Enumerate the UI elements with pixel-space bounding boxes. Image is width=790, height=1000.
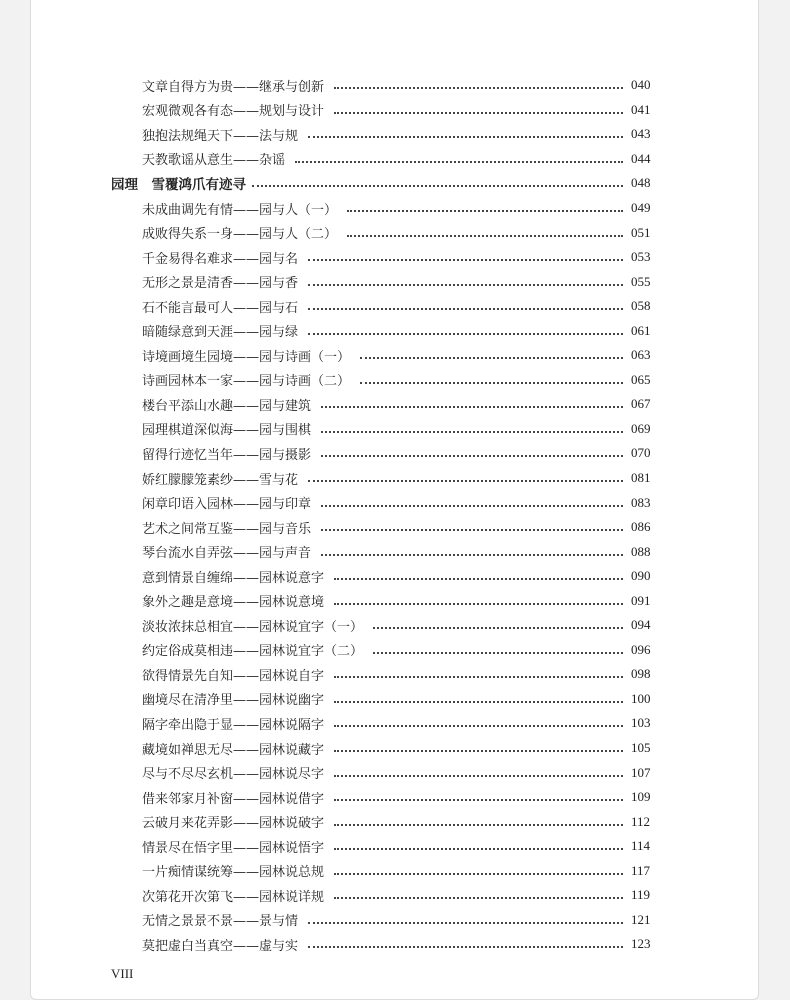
toc-page-number: 043 bbox=[631, 126, 651, 142]
toc-page-number: 098 bbox=[631, 666, 651, 682]
toc-entry[interactable] bbox=[31, 736, 760, 761]
toc-entry[interactable] bbox=[31, 318, 760, 343]
dot-leader bbox=[334, 750, 623, 752]
dot-leader bbox=[308, 946, 623, 948]
toc-entry[interactable] bbox=[31, 638, 760, 663]
toc-entry[interactable] bbox=[31, 417, 760, 442]
dot-leader bbox=[334, 112, 623, 114]
dot-leader bbox=[360, 382, 623, 384]
toc-entry-title: 隔字牵出隐于显——园林说隔字 bbox=[142, 717, 325, 733]
dot-leader bbox=[334, 87, 623, 89]
table-of-contents bbox=[31, 73, 760, 957]
toc-page-number: 119 bbox=[631, 887, 651, 903]
toc-entry-title: 无情之景景不景——景与情 bbox=[142, 914, 299, 930]
toc-entry-title: 宏观微观各有态——规划与设计 bbox=[142, 104, 325, 120]
toc-entry-title: 千金易得名难求——园与名 bbox=[142, 251, 299, 267]
toc-entry-title: 园理 雪覆鸿爪有迹寻 bbox=[111, 177, 246, 194]
dot-leader bbox=[373, 652, 623, 654]
dot-leader bbox=[334, 775, 623, 777]
toc-entry-title: 琴台流水自弄弦——园与声音 bbox=[142, 546, 312, 562]
toc-entry-title: 尽与不尽尽玄机——园林说尽字 bbox=[142, 767, 325, 783]
document-page bbox=[30, 0, 759, 1000]
dot-leader bbox=[334, 603, 623, 605]
dot-leader bbox=[334, 799, 623, 801]
toc-entry[interactable] bbox=[31, 613, 760, 638]
toc-entry[interactable] bbox=[31, 122, 760, 147]
toc-entry-title: 象外之趣是意境——园林说意境 bbox=[142, 595, 325, 611]
toc-entry[interactable] bbox=[31, 834, 760, 859]
toc-page-number: 053 bbox=[631, 249, 651, 265]
toc-entry[interactable] bbox=[31, 564, 760, 589]
toc-entry[interactable] bbox=[31, 662, 760, 687]
toc-entry-title: 借来邻家月补窗——园林说借字 bbox=[142, 791, 325, 807]
toc-page-number: 040 bbox=[631, 77, 651, 93]
dot-leader bbox=[334, 676, 623, 678]
toc-entry-title: 意到情景自缠绵——园林说意字 bbox=[142, 570, 325, 586]
toc-entry[interactable] bbox=[31, 932, 760, 957]
toc-entry[interactable] bbox=[31, 466, 760, 491]
dot-leader bbox=[308, 333, 623, 335]
toc-entry-title: 淡妆浓抹总相宜——园林说宜字（一） bbox=[142, 619, 364, 635]
dot-leader bbox=[308, 284, 623, 286]
dot-leader bbox=[334, 578, 623, 580]
toc-entry-title: 莫把虚白当真空——虚与实 bbox=[142, 938, 299, 954]
toc-page-number: 044 bbox=[631, 150, 651, 166]
dot-leader bbox=[252, 185, 623, 187]
toc-entry-title: 独抱法规绳天下——法与规 bbox=[142, 128, 299, 144]
toc-page-number: 114 bbox=[631, 838, 651, 854]
toc-entry[interactable] bbox=[31, 711, 760, 736]
dot-leader bbox=[360, 357, 623, 359]
toc-section-heading[interactable] bbox=[31, 171, 760, 196]
toc-page-number: 109 bbox=[631, 789, 651, 805]
dot-leader bbox=[308, 308, 623, 310]
dot-leader bbox=[295, 161, 623, 163]
dot-leader bbox=[334, 701, 623, 703]
toc-page-number: 117 bbox=[631, 862, 651, 878]
toc-entry[interactable] bbox=[31, 490, 760, 515]
toc-page-number: 100 bbox=[631, 690, 651, 706]
toc-page-number: 051 bbox=[631, 224, 651, 240]
toc-entry-title: 情景尽在悟字里——园林说悟字 bbox=[142, 840, 325, 856]
toc-entry-title: 天教歌谣从意生——杂谣 bbox=[142, 153, 286, 169]
toc-entry[interactable] bbox=[31, 760, 760, 785]
toc-entry-title: 诗画园林本一家——园与诗画（二） bbox=[142, 374, 351, 390]
toc-entry-title: 次第花开次第飞——园林说详规 bbox=[142, 889, 325, 905]
toc-entry[interactable] bbox=[31, 392, 760, 417]
toc-entry-title: 楼台平添山水趣——园与建筑 bbox=[142, 398, 312, 414]
toc-page-number: 055 bbox=[631, 273, 651, 289]
toc-page-number: 086 bbox=[631, 519, 651, 535]
toc-page-number: 103 bbox=[631, 715, 651, 731]
toc-page-number: 091 bbox=[631, 592, 651, 608]
toc-entry-title: 园理棋道深似海——园与围棋 bbox=[142, 423, 312, 439]
toc-page-number: 041 bbox=[631, 101, 651, 117]
toc-entry-title: 云破月来花弄影——园林说破字 bbox=[142, 816, 325, 832]
dot-leader bbox=[321, 455, 623, 457]
toc-entry[interactable] bbox=[31, 883, 760, 908]
toc-page-number: 105 bbox=[631, 740, 651, 756]
toc-entry[interactable] bbox=[31, 588, 760, 613]
toc-page-number: 107 bbox=[631, 764, 651, 780]
toc-entry-title: 欲得情景先自知——园林说自字 bbox=[142, 668, 325, 684]
dot-leader bbox=[308, 259, 623, 261]
dot-leader bbox=[308, 922, 623, 924]
toc-entry-title: 幽境尽在清净里——园林说幽字 bbox=[142, 693, 325, 709]
toc-entry[interactable] bbox=[31, 539, 760, 564]
toc-entry-title: 未成曲调先有情——园与人（一） bbox=[142, 202, 338, 218]
toc-entry-title: 一片痴情谋统筹——园林说总规 bbox=[142, 865, 325, 881]
toc-entry[interactable] bbox=[31, 809, 760, 834]
dot-leader bbox=[321, 431, 623, 433]
toc-page-number: 083 bbox=[631, 494, 651, 510]
toc-page-number: 070 bbox=[631, 445, 651, 461]
dot-leader bbox=[308, 136, 623, 138]
toc-page-number: 058 bbox=[631, 298, 651, 314]
toc-entry-title: 文章自得方为贵——继承与创新 bbox=[142, 79, 325, 95]
toc-entry-title: 艺术之间常互鉴——园与音乐 bbox=[142, 521, 312, 537]
toc-entry-title: 暗随绿意到天涯——园与绿 bbox=[142, 325, 299, 341]
toc-entry[interactable] bbox=[31, 859, 760, 884]
toc-entry[interactable] bbox=[31, 73, 760, 98]
toc-page-number: 112 bbox=[631, 813, 651, 829]
dot-leader bbox=[373, 627, 623, 629]
toc-entry-title: 留得行迹忆当年——园与摄影 bbox=[142, 447, 312, 463]
toc-page-number: 063 bbox=[631, 347, 651, 363]
toc-entry-title: 约定俗成莫相违——园林说宜字（二） bbox=[142, 644, 364, 660]
toc-entry-title: 娇红朦朦笼素纱——雪与花 bbox=[142, 472, 299, 488]
toc-entry[interactable] bbox=[31, 98, 760, 123]
toc-entry-title: 闲章印语入园林——园与印章 bbox=[142, 497, 312, 513]
page-folio: VIII bbox=[111, 966, 134, 981]
toc-entry-title: 成败得失系一身——园与人（二） bbox=[142, 227, 338, 243]
toc-page-number: 090 bbox=[631, 568, 651, 584]
dot-leader bbox=[321, 554, 623, 556]
toc-page-number: 067 bbox=[631, 396, 651, 412]
dot-leader bbox=[334, 873, 623, 875]
dot-leader bbox=[347, 210, 623, 212]
toc-entry[interactable] bbox=[31, 343, 760, 368]
toc-entry[interactable] bbox=[31, 294, 760, 319]
dot-leader bbox=[334, 848, 623, 850]
toc-page-number: 081 bbox=[631, 470, 651, 486]
toc-page-number: 069 bbox=[631, 420, 651, 436]
toc-entry[interactable] bbox=[31, 196, 760, 221]
toc-entry-title: 石不能言最可人——园与石 bbox=[142, 300, 299, 316]
toc-page-number: 061 bbox=[631, 322, 651, 338]
toc-entry[interactable] bbox=[31, 515, 760, 540]
dot-leader bbox=[321, 406, 623, 408]
dot-leader bbox=[308, 480, 623, 482]
toc-entry[interactable] bbox=[31, 908, 760, 933]
toc-page-number: 096 bbox=[631, 641, 651, 657]
toc-page-number: 121 bbox=[631, 911, 651, 927]
toc-entry[interactable] bbox=[31, 441, 760, 466]
toc-entry[interactable] bbox=[31, 147, 760, 172]
toc-page-number: 123 bbox=[631, 936, 651, 952]
toc-entry[interactable] bbox=[31, 269, 760, 294]
toc-entry[interactable] bbox=[31, 368, 760, 393]
toc-entry[interactable] bbox=[31, 687, 760, 712]
dot-leader bbox=[334, 897, 623, 899]
toc-entry-title: 无形之景是清香——园与香 bbox=[142, 276, 299, 292]
toc-entry[interactable] bbox=[31, 220, 760, 245]
toc-entry-title: 诗境画境生园境——园与诗画（一） bbox=[142, 349, 351, 365]
dot-leader bbox=[347, 235, 623, 237]
dot-leader bbox=[321, 505, 623, 507]
toc-page-number: 048 bbox=[631, 175, 651, 191]
toc-entry-title: 藏境如禅思无尽——园林说藏字 bbox=[142, 742, 325, 758]
dot-leader bbox=[334, 725, 623, 727]
toc-entry[interactable] bbox=[31, 785, 760, 810]
toc-entry[interactable] bbox=[31, 245, 760, 270]
toc-page-number: 065 bbox=[631, 371, 651, 387]
dot-leader bbox=[334, 824, 623, 826]
dot-leader bbox=[321, 529, 623, 531]
toc-page-number: 088 bbox=[631, 543, 651, 559]
toc-page-number: 094 bbox=[631, 617, 651, 633]
toc-page-number: 049 bbox=[631, 200, 651, 215]
